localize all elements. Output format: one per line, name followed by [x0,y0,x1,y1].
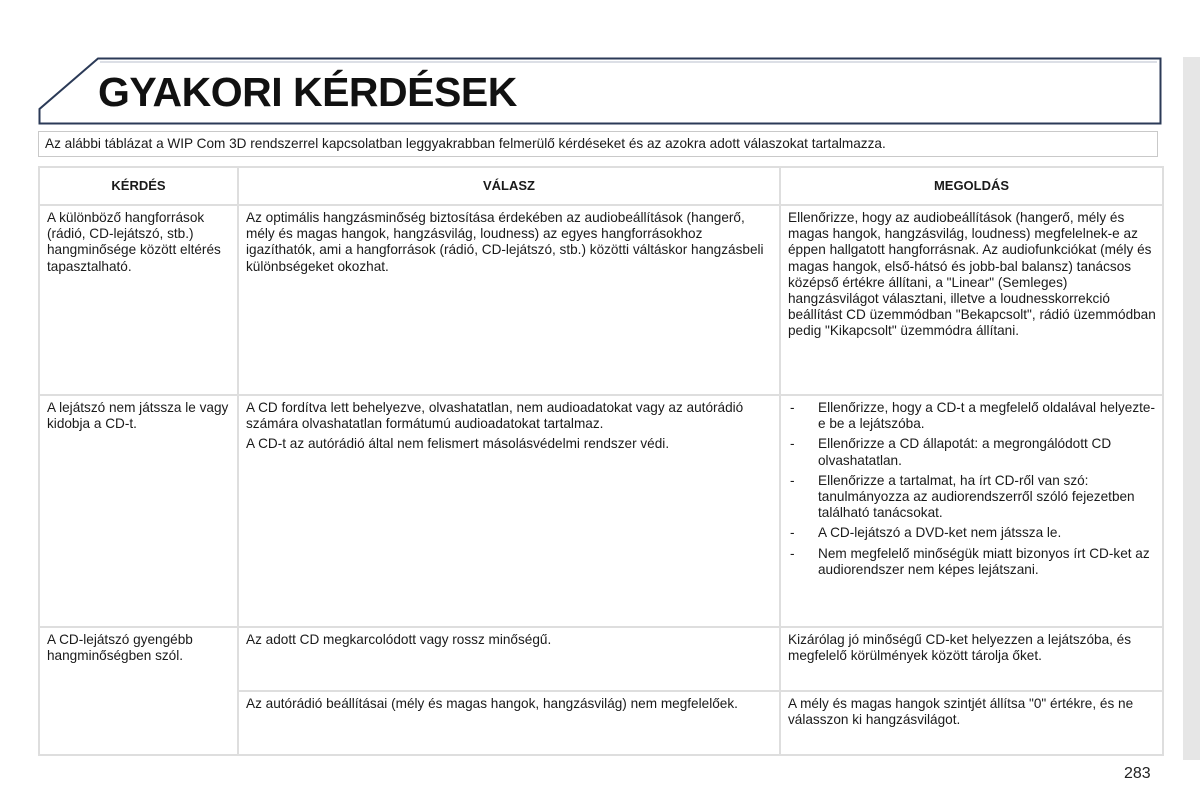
table-row [39,205,1163,395]
solution-item-text: A CD-lejátszó a DVD-ket nem játssza le. [818,525,1062,541]
answer-cell: Az adott CD megkarcolódott vagy rossz minőségű. [238,627,780,691]
solution-list-item [788,473,1156,522]
solution-list-item [788,546,1156,578]
solution-list [788,400,1156,578]
column-header-answer: VÁLASZ [238,167,780,205]
column-header-question: KÉRDÉS [39,167,238,205]
sidebar-tab [1183,57,1200,760]
solution-cell: Ellenőrizze, hogy az audiobeállítások (hangerő, mély és magas hangok, hangzásvilág, loudness) megfelelnek-e az éppen hallgatott hangforrásnak. Az audiofunkciókat (mély és magas hangok, első-hátsó és jobb-bal balansz) tanácsos középső értékre állítani, a "Linear" (Semleges) hangzásvilágot választani, illetve a loudnesskorrekció beállítást CD üzemmódban "Bekapcsolt", rádió üzemmódban pedig "Kikapcsolt" üzemmódra állítani. [780,205,1163,395]
solution-cell [780,395,1163,627]
page-title: GYAKORI KÉRDÉSEK [98,69,517,115]
answer-text: Az optimális hangzásminőség biztosítása érdekében az audiobeállítások (hangerő, mély és magas hangok, hangzásvilág, loudness) az egyes hangforrásokhoz igazíthatók, ami a hangforrások (rádió, CD-lejátszó, stb.) közötti váltáskor hangzásbeli különbségeket okozhat. [246,210,764,274]
question-cell: A lejátszó nem játssza le vagy kidobja a CD-t. [39,395,238,627]
dash-bullet: - [790,400,795,415]
solution-cell: A mély és magas hangok szintjét állítsa "0" értékre, és ne válasszon ki hangzásvilágot. [780,691,1163,755]
column-header-solution: MEGOLDÁS [780,167,1163,205]
answer-text: A CD fordítva lett behelyezve, olvashatatlan, nem audioadatokat vagy az autórádió számára olvashatatlan formátumú audioadatokat tartalmaz. [246,400,744,432]
answer-cell [238,395,780,627]
answer-text: A CD-t az autórádió által nem felismert másolásvédelmi rendszer védi. [246,436,670,452]
solution-cell: Kizárólag jó minőségű CD-ket helyezzen a lejátszóba, és megfelelő körülmények között tárolja őket. [780,627,1163,691]
table-header-row [39,167,1163,205]
table-row [39,627,1163,691]
table-row [39,395,1163,627]
dash-bullet: - [790,545,795,561]
solution-item-text: Ellenőrizze a CD állapotát: a megrongálódott CD olvashatatlan. [818,436,1112,468]
intro-text: Az alábbi táblázat a WIP Com 3D rendszerrel kapcsolatban leggyakrabban felmerülő kérdéseket és az azokra adott válaszokat tartalmazza. [38,131,1158,157]
solution-item-text: Ellenőrizze a tartalmat, ha írt CD-ről van szó: tanulmányozza az audiorendszerről szóló fejezetben található tanácsokat. [818,472,1135,521]
question-cell: A különböző hangforrások (rádió, CD-lejátszó, stb.) hangminősége között eltérés tapasztalható. [39,205,238,395]
solution-list-item [788,525,1156,541]
faq-table [38,166,1164,756]
dash-bullet: - [790,436,795,452]
question-cell: A CD-lejátszó gyengébb hangminőségben szól. [39,627,238,755]
dash-bullet: - [790,525,795,541]
solution-list-item [788,400,1156,432]
answer-cell: Az autórádió beállításai (mély és magas hangok, hangzásvilág) nem megfelelőek. [238,691,780,755]
solution-item-text: Nem megfelelő minőségük miatt bizonyos írt CD-ket az audiorendszer nem képes lejátszani. [818,545,1150,577]
solution-item-text: Ellenőrizze, hogy a CD-t a megfelelő oldalával helyezte-e be a lejátszóba. [818,400,1155,432]
dash-bullet: - [790,472,795,488]
page-number: 283 [1124,765,1151,782]
solution-list-item [788,436,1156,468]
answer-cell [238,205,780,395]
